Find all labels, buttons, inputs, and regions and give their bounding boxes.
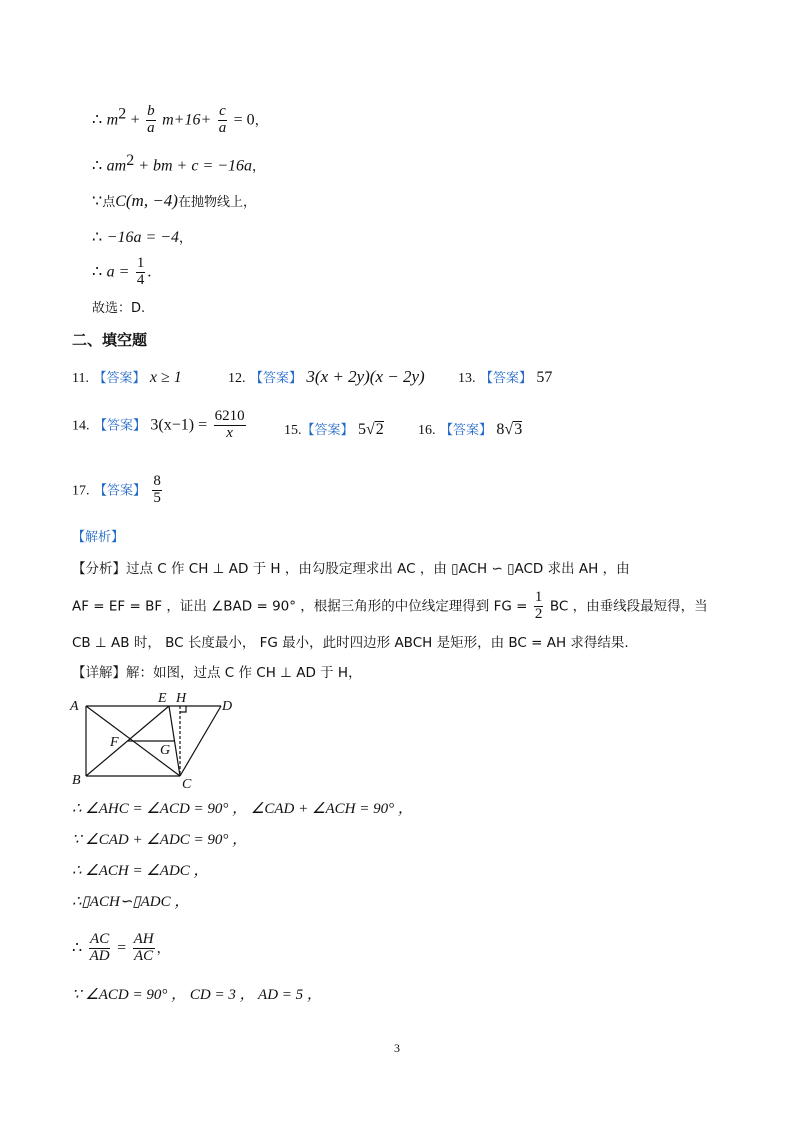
right-angle-mark	[180, 706, 186, 712]
label-h: H	[176, 691, 187, 706]
step-line-4: ∴ −16a = −4，	[92, 229, 193, 246]
fraction-c-a: $\frac{c}{a}$	[218, 103, 227, 136]
fraction-6210-x: $\frac{6210}{x}$	[214, 408, 245, 441]
answer-16: 16. 【答案】 8√3	[418, 421, 523, 438]
label-a: A	[70, 699, 79, 714]
page-number: 3	[394, 1041, 400, 1055]
answer-11: 11. 【答案】 x ≥ 1	[72, 369, 182, 386]
answer-14: 14. 【答案】 3(x−1) = $\frac{6210}{x}$	[72, 408, 245, 441]
answer-15: 15.【答案】 5√2	[284, 421, 384, 438]
analysis-line-2: AF = EF = BF ，证出 ∠BAD = 90° ，根据三角形的中位线定理得到 FG = $\frac{1}{2}$ BC ，由垂线段最短得，当	[72, 589, 708, 622]
fraction-one-half: $\frac{1}{2}$	[534, 589, 543, 622]
detail-line: 【详解】解：如图，过点 C 作 CH ⊥ AD 于 H，	[72, 665, 362, 681]
label-c: C	[182, 777, 192, 790]
fraction-b-a: $\frac{b}{a}$	[147, 103, 155, 136]
step-s2: ∵ ∠CAD + ∠ADC = 90° ，	[72, 832, 248, 848]
answer-12: 12. 【答案】 3(x + 2y)(x − 2y)	[228, 367, 425, 386]
section-heading: 二、填空题	[72, 331, 148, 349]
analysis-line-1: 【分析】过点 C 作 CH ⊥ AD 于 H ，由勾股定理求出 AC ，由 ▯ACH ∽ ▯ACD 求出 AH ，由	[72, 561, 630, 577]
step-s4: ∴▯ACH∽▯ADC ，	[72, 894, 190, 910]
analysis-line-3: CB ⊥ AB 时， BC 长度最小， FG 最小，此时四边形 ABCH 是矩形，由 BC = AH 求得结果.	[72, 635, 629, 651]
step-line-3: ∵点C(m, −4)在抛物线上，	[92, 191, 256, 210]
geometry-figure	[66, 690, 246, 790]
fraction-8-5: $\frac{8}{5}$	[153, 473, 161, 506]
fraction-one-quarter: $\frac{1}{4}$	[136, 255, 145, 288]
answer-13: 13. 【答案】 57	[458, 369, 553, 386]
step-s3: ∴ ∠ACH = ∠ADC ，	[72, 863, 209, 879]
label-f: F	[110, 735, 119, 750]
label-g: G	[160, 743, 171, 758]
label-e: E	[158, 691, 167, 706]
label-b: B	[72, 773, 81, 788]
fraction-ac-ad: $\frac{AC}{AD}$	[89, 931, 110, 964]
step-line-2: ∴ $am^2$ + bm + c = −16a，	[92, 152, 266, 175]
step-line-1: ∴ $m^2$ + $\frac{b}{a}$ m+16+ $\frac{c}{a}$ = 0，	[92, 103, 268, 136]
step-s1: ∴ ∠AHC = ∠ACD = 90° ， ∠CAD + ∠ACH = 90° ，	[72, 801, 413, 817]
label-d: D	[222, 699, 233, 714]
step-line-5: ∴ a = $\frac{1}{4}$ .	[92, 255, 152, 288]
segment-cd	[180, 706, 221, 776]
step-s6: ∵ ∠ACD = 90° ， CD = 3 ， AD = 5 ，	[72, 987, 322, 1003]
answer-17: 17. 【答案】 $\frac{8}{5}$	[72, 473, 161, 506]
fraction-ah-ac: $\frac{AH}{AC}$	[133, 931, 154, 964]
analysis-tag: 【解析】	[72, 530, 125, 545]
step-s5: ∴ $\frac{AC}{AD}$ = $\frac{AH}{AC}$ ，	[72, 931, 170, 964]
choice-line: 故选：D.	[92, 301, 146, 316]
